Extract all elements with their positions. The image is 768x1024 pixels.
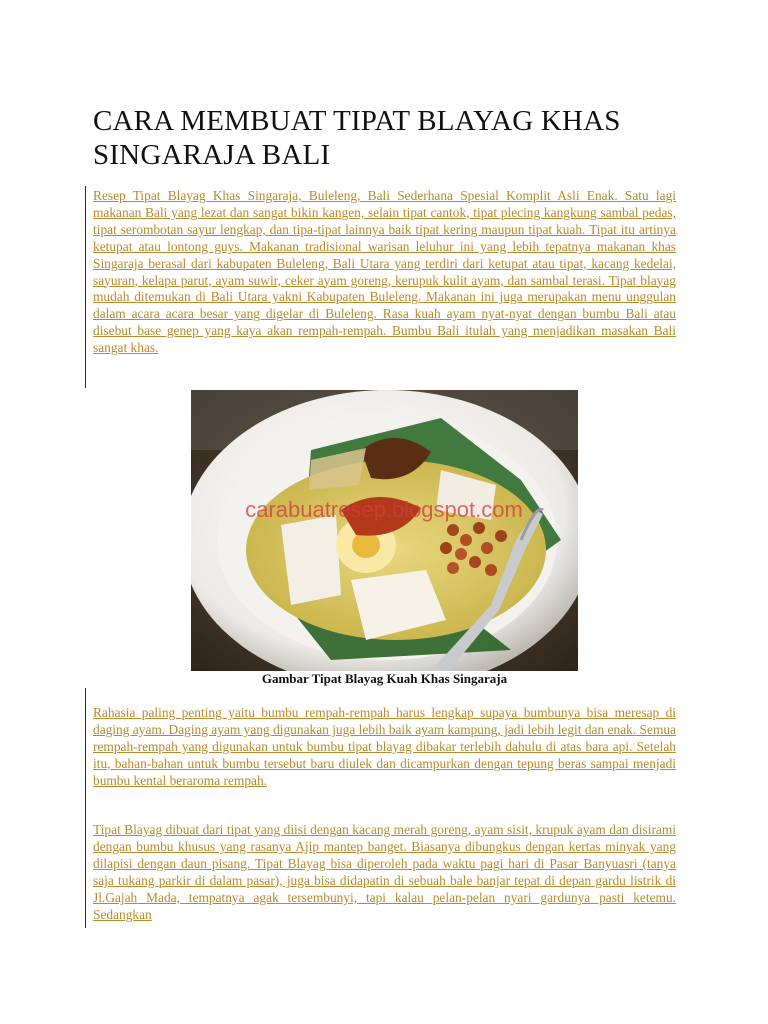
intro-paragraph-link[interactable]: Resep Tipat Blayag Khas Singaraja, Buleleng, Bali Sederhana Spesial Komplit Asli Enak. Satu lagi makanan Bali yang lezat dan sangat bikin kangen, selain tipat cantok, tipat plecing kangkung sambal pedas, tipat serombotan sayur lengkap, dan tipa-tipat lainnya baik tipat kering maupun tipat kuah. Tipat itu artinya ketupat atau lontong guys. Makanan tradisional warisan leluhur ini yang lebih tepatnya makanan khas Singaraja berasal dari kabupaten Buleleng, Bali Utara yang terdiri dari ketupat atau tipat, kacang kedelai, sayuran, kelapa parut, ayam suwir, ceker ayam goreng, kerupuk kulit ayam, dan sambal terasi. Tipat blayag mudah ditemukan di Bali Utara yakni Kabupaten Buleleng. Makanan ini juga merupakan menu unggulan dalam acara acara besar yang digelar di Buleleng. Rasa kuah ayam nyat-nyat dengan bumbu Bali atau disebut base genep yang kaya akan rempah-rempah. Bumbu Bali itulah yang menjadikan masakan Bali sangat khas. xyxy=(93,188,676,356)
document-title: CARA MEMBUAT TIPAT BLAYAG KHAS SINGARAJA BALI xyxy=(93,105,621,171)
body-paragraph-link[interactable]: Rahasia paling penting yaitu bumbu rempah-rempah harus lengkap supaya bumbunya bisa meresap di daging ayam. Daging ayam yang digunakan juga lebih baik ayam kampung, jadi lebih legit dan enak. Semua rempah-rempah yang digunakan untuk bumbu tipat blayag dibakar terlebih dahulu di atas bara api. Setelah itu, bahan-bahan untuk bumbu tersebut baru diulek dan dicampurkan dengan tepung beras sampai menjadi bumbu kental beraroma rempah. xyxy=(93,705,676,788)
revision-bar xyxy=(85,688,86,928)
revision-bar xyxy=(85,186,86,388)
image-watermark: carabuatresep.blogspot.com xyxy=(245,497,523,522)
image-caption: Gambar Tipat Blayag Kuah Khas Singaraja xyxy=(261,671,508,686)
body-paragraph-link[interactable]: Tipat Blayag dibuat dari tipat yang diisi dengan kacang merah goreng, ayam sisit, krupuk ayam dan disirami dengan bumbu khusus yang rasanya Ajip mantep banget. Biasanya dibungkus dengan kertas minyak yang dilapisi dengan daun pisang. Tipat Blayag bisa diperoleh pada waktu pagi hari di Pasar Banyuasri (tanya saja tukang parkir di dalam pasar), juga bisa didapatin di sebuah bale banjar tepat di depan gardu listrik di Jl.Gajah Mada, tempatnya agak tersembunyi, tapi kalau pelan-pelan nyari gardunya pasti ketemu. Sedangkan xyxy=(93,822,676,922)
tipat-blayag-photo xyxy=(191,390,578,671)
